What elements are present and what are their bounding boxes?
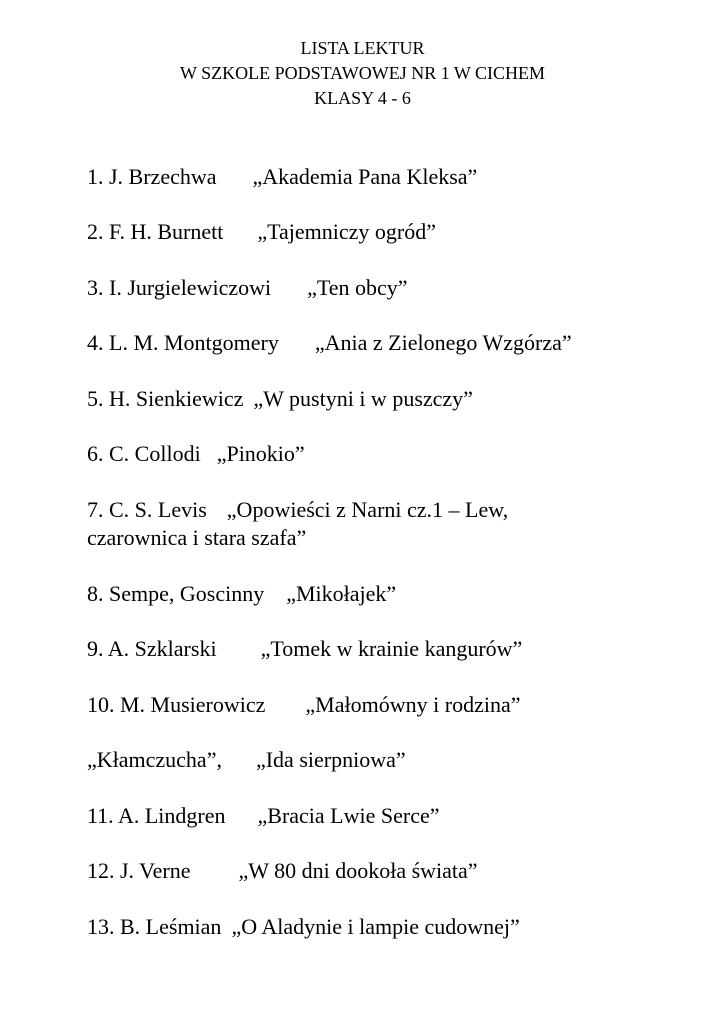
list-item xyxy=(87,329,572,357)
list-item xyxy=(87,385,473,413)
list-item xyxy=(87,802,440,830)
list-item xyxy=(87,440,305,468)
header-school: W SZKOLE PODSTAWOWEJ NR 1 W CICHEM xyxy=(179,63,546,83)
item-author: 8. Sempe, Goscinny xyxy=(87,581,265,606)
list-item xyxy=(87,635,522,663)
item-title: „O Aladynie i lampie cudownej” xyxy=(231,914,520,939)
item-title: „W pustyni i w puszczy” xyxy=(253,386,473,411)
list-item xyxy=(87,746,406,774)
item-author: 5. H. Sienkiewicz xyxy=(87,386,244,411)
item-author: 9. A. Szklarski xyxy=(87,636,217,661)
item-author: 3. I. Jurgielewiczowi xyxy=(87,275,272,300)
list-item xyxy=(87,580,396,608)
item-title: „Bracia Lwie Serce” xyxy=(257,803,440,828)
item-title: „Tajemniczy ogród” xyxy=(257,219,437,244)
item-author: 12. J. Verne xyxy=(87,858,191,883)
item-author: „Kłamczucha”, xyxy=(87,747,222,772)
item-title: „Ten obcy” xyxy=(307,275,408,300)
header-classes: KLASY 4 - 6 xyxy=(314,88,411,108)
item-author: 13. B. Leśmian xyxy=(87,914,222,939)
list-item xyxy=(87,913,520,941)
item-author: 2. F. H. Burnett xyxy=(87,219,224,244)
list-item xyxy=(87,163,477,191)
item-title: „Ida sierpniowa” xyxy=(255,747,406,772)
item-title: „Tomek w krainie kangurów” xyxy=(260,636,523,661)
item-author: 7. C. S. Levis xyxy=(87,497,207,522)
item-title: „Pinokio” xyxy=(216,441,305,466)
item-title-continuation: czarownica i stara szafa” xyxy=(87,525,307,550)
item-title: „Akademia Pana Kleksa” xyxy=(252,164,478,189)
item-title: „Małomówny i rodzina” xyxy=(305,692,521,717)
list-item xyxy=(87,691,520,719)
list-item xyxy=(87,857,478,885)
item-author: 10. M. Musierowicz xyxy=(87,692,266,717)
list-item xyxy=(87,496,508,552)
item-author: 6. C. Collodi xyxy=(87,441,201,466)
item-title: „Opowieści z Narni cz.1 – Lew, xyxy=(226,497,509,522)
header-title: LISTA LEKTUR xyxy=(300,38,425,58)
item-author: 1. J. Brzechwa xyxy=(87,164,217,189)
document-header xyxy=(0,36,725,111)
item-title: „Ania z Zielonego Wzgórza” xyxy=(314,330,572,355)
item-author: 11. A. Lindgren xyxy=(87,803,226,828)
list-item xyxy=(87,218,436,246)
item-title: „Mikołajek” xyxy=(286,581,397,606)
item-title: „W 80 dni dookoła świata” xyxy=(238,858,478,883)
item-author: 4. L. M. Montgomery xyxy=(87,330,279,355)
list-item xyxy=(87,274,408,302)
